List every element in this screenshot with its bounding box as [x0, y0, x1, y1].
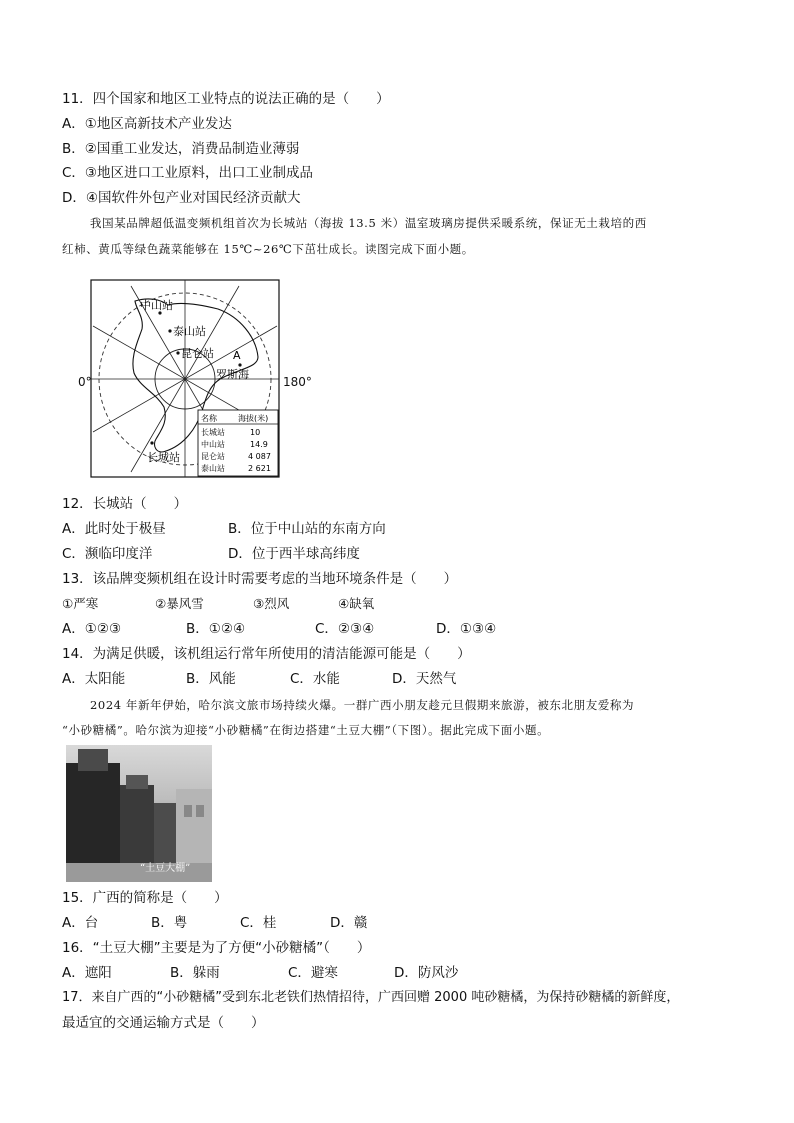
table-header-name: 名称: [201, 414, 217, 423]
q12-option-c: C．濒临印度洋: [62, 546, 153, 562]
q13-item-4: ④缺氧: [338, 596, 375, 611]
passage1-line2: 红柿、黄瓜等绿色蔬菜能够在 15℃~26℃下茁壮成长。读图完成下面小题。: [62, 242, 474, 256]
map-label-180-degree: 180°: [283, 375, 312, 389]
q14-option-c: C．水能: [290, 671, 340, 687]
table-row-alt: 10: [250, 428, 261, 437]
table-row-name: 泰山站: [201, 464, 225, 473]
table-row-alt: 4 087: [248, 452, 271, 461]
q13-item-3: ③烈风: [253, 596, 290, 611]
photo-caption: “土豆大棚”: [140, 863, 191, 874]
point-a-label: A: [233, 349, 241, 362]
map-label-0-degree: 0°: [78, 375, 92, 389]
q15-option-a: A．台: [62, 915, 99, 931]
table-row-alt: 2 621: [248, 464, 271, 473]
q17-stem-line1: 17．来自广西的“小砂糖橘”受到东北老铁们热情招待，广西回赠 2000 吨砂糖橘，为保持砂糖橘的新鲜度，: [62, 990, 680, 1005]
q17-stem-line2: 最适宜的交通运输方式是（ ）: [62, 1015, 265, 1031]
zhongshan-label: 中山站: [140, 299, 173, 312]
q16-option-d: D．防风沙: [394, 965, 459, 981]
antarctica-map: [90, 279, 280, 478]
q14-option-a: A．太阳能: [62, 671, 126, 687]
changcheng-label: 长城站: [147, 451, 180, 464]
q11-option-b: B．②国重工业发达，消费品制造业薄弱: [62, 141, 300, 157]
q16-option-a: A．遮阳: [62, 965, 112, 981]
kunlun-label: 昆仑站: [181, 347, 214, 360]
table-row-name: 昆仑站: [201, 452, 225, 461]
q13-item-1: ①严寒: [62, 596, 99, 611]
q11-stem: 11．四个国家和地区工业特点的说法正确的是（ ）: [62, 91, 390, 107]
q14-option-b: B．风能: [186, 671, 236, 687]
q13-item-2: ②暴风雪: [155, 596, 204, 611]
passage2-line1: 2024 年新年伊始，哈尔滨文旅市场持续火爆。一群广西小朋友趁元旦假期来旅游，被东北朋友爱称为: [90, 698, 635, 712]
taishan-label: 泰山站: [173, 325, 206, 338]
passage2-line2: “小砂糖橘”。哈尔滨为迎接“小砂糖橘”在街边搭建“土豆大棚”（下图）。据此完成下面小题。: [62, 723, 550, 737]
point-a-dot: [238, 363, 241, 366]
q12-stem: 12．长城站（ ）: [62, 496, 188, 512]
q14-stem: 14．为满足供暖，该机组运行常年所使用的清洁能源可能是（ ）: [62, 646, 471, 662]
q12-option-a: A．此时处于极昼: [62, 521, 166, 537]
taishan-station-dot: [168, 329, 171, 332]
q15-option-c: C．桂: [240, 915, 277, 931]
table-row-name: 长城站: [201, 428, 225, 437]
q11-option-c: C．③地区进口工业原料，出口工业制成品: [62, 165, 314, 181]
changcheng-station-dot: [150, 441, 153, 444]
q13-option-d: D．①③④: [436, 621, 497, 637]
q13-option-c: C．②③④: [315, 621, 375, 637]
q14-option-d: D．天然气: [392, 671, 457, 687]
q11-option-a: A．①地区高新技术产业发达: [62, 116, 232, 132]
q13-stem: 13．该品牌变频机组在设计时需要考虑的当地环境条件是（ ）: [62, 571, 458, 587]
altitude-table: [198, 410, 278, 476]
q15-option-b: B．粤: [151, 915, 188, 931]
q15-option-d: D．赣: [330, 915, 368, 931]
kunlun-station-dot: [176, 351, 179, 354]
table-header-altitude: 海拔(米): [238, 414, 269, 423]
passage1-line1: 我国某品牌超低温变频机组首次为长城站（海拔 13.5 米）温室玻璃房提供采暖系统，保证无土栽培的西: [90, 216, 647, 230]
rosshai-label: 罗斯海: [216, 368, 249, 381]
q12-option-b: B．位于中山站的东南方向: [228, 521, 386, 537]
q13-option-a: A．①②③: [62, 621, 122, 637]
q16-option-c: C．避寒: [288, 965, 338, 981]
q12-option-d: D．位于西半球高纬度: [228, 546, 360, 562]
q16-option-b: B．躲雨: [170, 965, 220, 981]
q11-option-d: D．④国软件外包产业对国民经济贡献大: [62, 190, 301, 206]
q16-stem: 16．“土豆大棚”主要是为了方便“小砂糖橘”（ ）: [62, 940, 371, 956]
potato-greenhouse-photo: [66, 745, 212, 882]
q13-option-b: B．①②④: [186, 621, 246, 637]
q15-stem: 15．广西的简称是（ ）: [62, 890, 228, 906]
table-row-alt: 14.9: [250, 440, 268, 449]
table-row-name: 中山站: [201, 440, 225, 449]
